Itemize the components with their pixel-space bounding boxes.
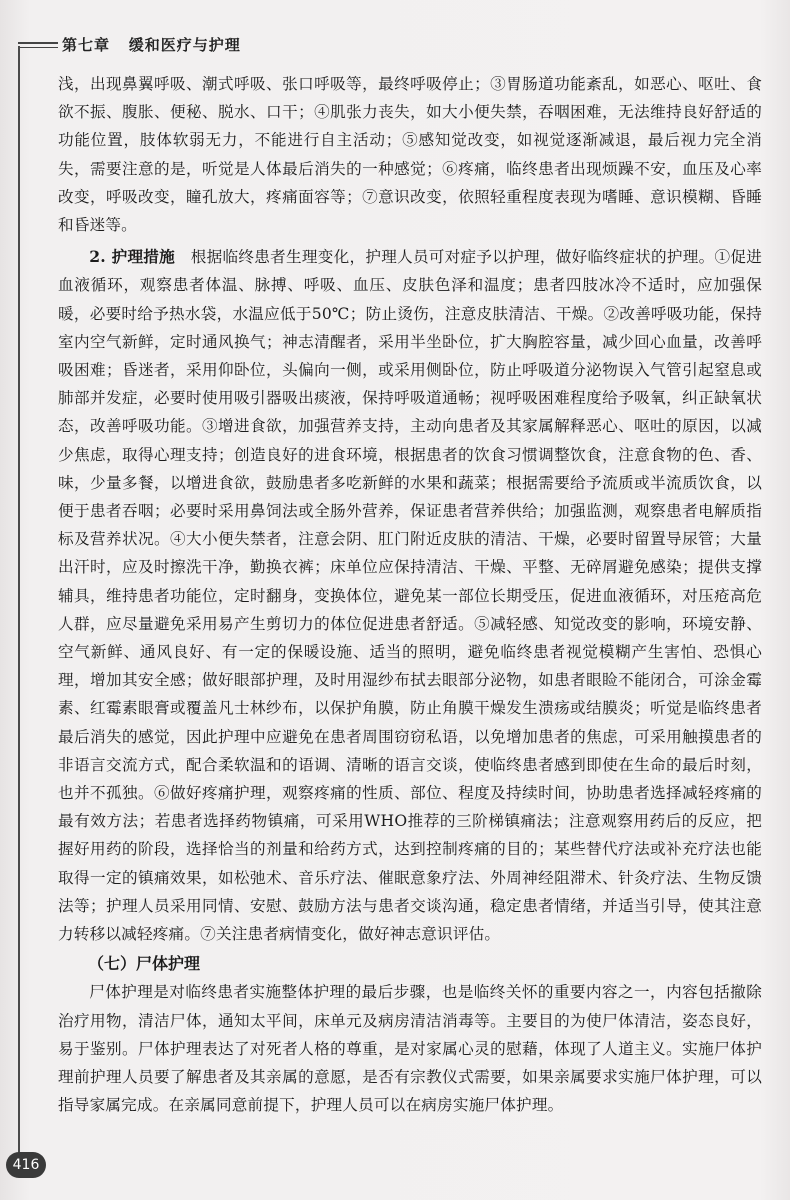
paragraph-nursing-measures: [58, 243, 762, 948]
body-text: [58, 70, 762, 1119]
chapter-title: [62, 34, 241, 55]
paragraph-postmortem-care: 尸体护理是对临终患者实施整体护理的最后步骤，也是临终关怀的重要内容之一，内容包括撤除治疗用物，清洁尸体，通知太平间，床单元及病房清洁消毒等。主要目的为使尸体清洁，姿态良好，易于鉴别。尸体护理表达了对死者人格的尊重，是对家属心灵的慰藉，体现了人道主义。实施尸体护理前护理人员要了解患者及其亲属的意愿，是否有宗教仪式需要，如果亲属要求实施尸体护理，可以指导家属完成。在亲属同意前提下，护理人员可以在病房实施尸体护理。: [58, 983, 762, 1115]
section-heading-postmortem-care: （七）尸体护理: [88, 954, 201, 974]
running-header: [18, 34, 778, 58]
header-rule-lines: [18, 42, 58, 50]
nursing-measures-title: 2. 护理措施: [89, 247, 176, 267]
paragraph-symptoms-continued: 浅，出现鼻翼呼吸、潮式呼吸、张口呼吸等，最终呼吸停止；③胃肠道功能紊乱，如恶心、呕吐、食欲不振、腹胀、便秘、脱水、口干；④肌张力丧失，如大小便失禁，吞咽困难，无法维持良好舒适的功能位置，肢体软弱无力，不能进行自主活动；⑤感知觉改变，如视觉逐渐减退，最后视力完全消失，需要注意的是，听觉是人体最后消失的一种感觉；⑥疼痛，临终患者出现烦躁不安，血压及心率改变，呼吸改变，瞳孔放大，疼痛面容等；⑦意识改变，依照轻重程度表现为嗜睡、意识模糊、昏睡和昏迷等。: [58, 75, 762, 235]
page-number-badge: 416: [6, 1152, 46, 1178]
left-margin-rule: [18, 46, 20, 1164]
chapter-name: 缓和医疗与护理: [128, 36, 241, 54]
nursing-measures-body: 根据临终患者生理变化，护理人员可对症予以护理，做好临终症状的护理。①促进血液循环，观察患者体温、脉搏、呼吸、血压、皮肤色泽和温度；患者四肢冰冷不适时，应加强保暖，必要时给予热水袋，水温应低于50℃；防止烫伤，注意皮肤清洁、干燥。②改善呼吸功能，保持室内空气新鲜，定时通风换气；神志清醒者，采用半坐卧位，扩大胸腔容量，减少回心血量，改善呼吸困难；昏迷者，采用仰卧位，头偏向一侧，或采用侧卧位，防止呼吸道分泌物误入气管引起窒息或肺部并发症，必要时使用吸引器吸出痰液，保持呼吸道通畅；视呼吸困难程度给予吸氧，纠正缺氧状态，改善呼吸功能。③增进食欲，加强营养支持，主动向患者及其家属解释恶心、呕吐的原因，以减少焦虑，取得心理支持；创造良好的进食环境，根据患者的饮食习惯调整饮食，注意食物的色、香、味，少量多餐，以增进食欲，鼓励患者多吃新鲜的水果和蔬菜；根据需要给予流质或半流质饮食，以便于患者吞咽；必要时采用鼻饲法或全肠外营养，保证患者营养供给；加强监测，观察患者电解质指标及营养状况。④大小便失禁者，注意会阴、肛门附近皮肤的清洁、干燥，必要时留置导尿管；大量出汗时，应及时擦洗干净，勤换衣裤；床单位应保持清洁、干燥、平整、无碎屑避免感染；提供支撑辅具，维持患者功能位，定时翻身，变换体位，避免某一部位长期受压，促进血液循环，对压疮高危人群，应尽量避免采用易产生剪切力的体位促进患者舒适。⑤减轻感、知觉改变的影响，环境安静、空气新鲜、通风良好、有一定的保暖设施、适当的照明，避免临终患者视觉模糊产生害怕、恐惧心理，增加其安全感；做好眼部护理，及时用湿纱布拭去眼部分泌物，如患者眼睑不能闭合，可涂金霉素、红霉素眼膏或覆盖凡士林纱布，以保护角膜，防止角膜干燥发生溃疡或结膜炎；听觉是临终患者最后消失的感觉，因此护理中应避免在患者周围窃窃私语，以免增加患者的焦虑，可采用触摸患者的非语言交流方式，配合柔软温和的语调、清晰的语言交谈，使临终患者感到即使在生命的最后时刻，也并不孤独。⑥做好疼痛护理，观察疼痛的性质、部位、程度及持续时间，协助患者选择减轻疼痛的最有效方法；若患者选择药物镇痛，可采用WHO推荐的三阶梯镇痛法；注意观察用药后的反应，把握好用药的阶段，选择恰当的剂量和给药方式，达到控制疼痛的目的；某些替代疗法或补充疗法也能取得一定的镇痛效果，如松弛术、音乐疗法、催眠意象疗法、外周神经阻滞术、针灸疗法、生物反馈法等；护理人员采用同情、安慰、鼓励方法与患者交谈沟通，稳定患者情绪，并适当引导，使其注意力转移以减轻疼痛。⑦关注患者病情变化，做好神志意识评估。: [58, 248, 762, 944]
chapter-number: 第七章: [62, 36, 111, 54]
